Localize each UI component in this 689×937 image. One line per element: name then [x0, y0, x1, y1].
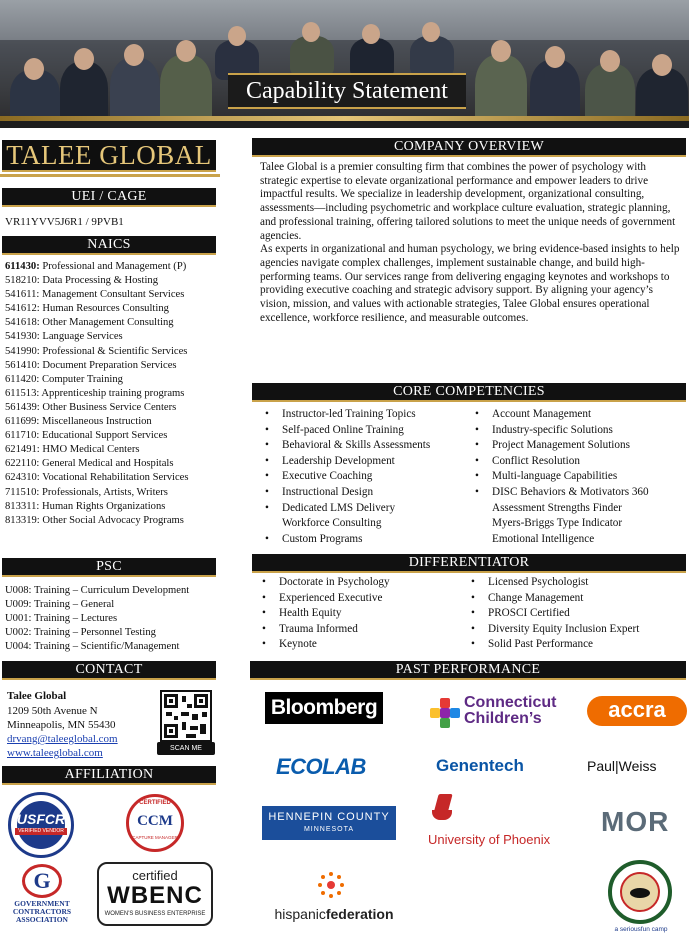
naics-item	[5, 359, 217, 373]
naics-label: Other Social Advocacy Programs	[39, 514, 184, 526]
camp-badge-inner	[620, 872, 660, 912]
naics-code: 541930:	[5, 331, 40, 343]
naics-code: 611710:	[5, 430, 40, 442]
diff-item: • Trauma Informed	[259, 622, 469, 638]
hero-person	[290, 36, 334, 76]
diff-list-left	[259, 575, 469, 653]
connecticut-childrens-logo	[428, 692, 557, 732]
phoenix-name: University of Phoenix	[428, 832, 551, 847]
page-title: Capability Statement	[246, 78, 448, 104]
naics-code: 518210:	[5, 275, 40, 287]
core-item: • DISC Behaviors & Motivators 360	[472, 485, 687, 501]
diff-item: • Keynote	[259, 637, 469, 653]
naics-label: Professionals, Artists, Writers	[39, 486, 168, 498]
naics-item	[5, 274, 217, 288]
hennepin-logo	[262, 806, 396, 840]
contact-website-link[interactable]: www.taleeglobal.com	[7, 747, 103, 759]
naics-list	[5, 260, 217, 528]
diff-item: • PROSCI Certified	[468, 606, 687, 622]
genentech-logo: Genentech	[436, 756, 524, 775]
naics-label: Management Consultant Services	[39, 289, 185, 301]
naics-item	[5, 486, 217, 500]
camp-badge	[608, 860, 672, 924]
naics-label: Document Preparation Services	[39, 359, 177, 371]
psc-item: U002: Training – Personnel Testing	[5, 627, 156, 638]
hero-person	[410, 36, 454, 76]
psc-heading: PSC	[2, 558, 216, 577]
naics-item	[5, 288, 217, 302]
naics-code: 621491:	[5, 444, 40, 456]
uei-cage-value: VR11YVV5J6R1 / 9PVB1	[5, 216, 124, 228]
naics-code: 813311:	[5, 500, 40, 512]
naics-code: 624310:	[5, 472, 40, 484]
hero-head	[600, 50, 620, 72]
usfcr-name: USFCR	[16, 811, 66, 827]
hole-in-the-wall-logo	[608, 860, 674, 936]
psc-item: U009: Training – General	[5, 599, 115, 610]
gca-mark	[22, 864, 62, 898]
hispanic-mark	[318, 872, 344, 898]
naics-code: 561439:	[5, 401, 40, 413]
naics-item	[5, 500, 217, 514]
core-item: • Instructor-led Training Topics	[262, 407, 472, 423]
core-item: Assessment Strengths Finder	[492, 501, 622, 514]
naics-code: 622110:	[5, 458, 40, 470]
diff-item: • Change Management	[468, 591, 687, 607]
naics-item	[5, 302, 217, 316]
psc-list	[5, 584, 189, 654]
naics-item	[5, 373, 217, 387]
hero-title-band	[228, 73, 466, 109]
contact-email-link[interactable]: drvang@taleeglobal.com	[7, 733, 118, 745]
naics-label: Language Services	[39, 331, 123, 343]
naics-item	[5, 260, 217, 274]
camp-sub: a seriousfun camp	[614, 926, 668, 933]
naics-heading: NAICS	[2, 236, 216, 255]
core-item: • Conflict Resolution	[472, 454, 687, 470]
gca-line-1: GOVERNMENT	[14, 899, 70, 908]
core-item: • Account Management	[472, 407, 687, 423]
diff-item: • Solid Past Performance	[468, 637, 687, 653]
naics-label: Vocational Rehabilitation Services	[39, 472, 189, 484]
gca-line-2: CONTRACTORS	[12, 907, 72, 916]
core-item: • Self-paced Online Training	[262, 423, 472, 439]
core-item: Workforce Consulting	[282, 517, 382, 530]
core-item: • Project Management Solutions	[472, 438, 687, 454]
naics-code: 541612:	[5, 303, 40, 315]
cc-line-2: Children’s	[464, 710, 542, 727]
wbenc-sub: WOMEN'S BUSINESS ENTERPRISE	[104, 911, 206, 917]
naics-code: 541990:	[5, 345, 40, 357]
ccm-badge	[126, 794, 184, 852]
hero-head	[362, 24, 380, 44]
psc-item: U008: Training – Curriculum Development	[5, 585, 190, 596]
usfcr-badge	[8, 792, 74, 858]
overview-text	[260, 161, 685, 325]
naics-item	[5, 415, 217, 429]
uei-cage-heading: UEI / CAGE	[2, 188, 216, 207]
core-item: Emotional Intelligence	[492, 532, 595, 545]
naics-code: 813319:	[5, 514, 40, 526]
cc-mark	[430, 698, 460, 728]
core-item: • Dedicated LMS Delivery	[262, 501, 472, 517]
wbenc-top: certified	[132, 868, 178, 883]
scan-me-label: SCAN ME	[157, 742, 215, 755]
core-item: • Industry-specific Solutions	[472, 423, 687, 439]
phoenix-bird-icon	[432, 794, 456, 824]
core-item: • Leadership Development	[262, 454, 472, 470]
hero-head	[545, 46, 565, 68]
hispanic-federation-name	[274, 906, 394, 922]
naics-code: 611430:	[5, 261, 40, 272]
ccm-initials: CCM	[137, 813, 173, 829]
naics-item	[5, 330, 217, 344]
contact-address-1: 1209 50th Avenue N	[7, 705, 98, 717]
brand-name: TALEE GLOBAL	[6, 140, 212, 170]
wbenc-badge	[97, 862, 213, 926]
gca-line-3: ASSOCIATION	[16, 915, 68, 924]
naics-item	[5, 401, 217, 415]
hero-head	[652, 54, 672, 76]
naics-item	[5, 514, 217, 528]
mor-logo: MOR	[601, 806, 670, 837]
diff-item: • Doctorate in Psychology	[259, 575, 469, 591]
naics-label: Human Resources Consulting	[39, 303, 169, 315]
naics-item	[5, 457, 217, 471]
core-item: • Custom Programs	[262, 532, 472, 548]
differentiator-heading: DIFFERENTIATOR	[252, 554, 686, 573]
naics-item	[5, 345, 217, 359]
hero-head	[24, 58, 44, 80]
hero-head	[124, 44, 144, 66]
naics-code: 561410:	[5, 359, 40, 371]
naics-label: Apprenticeship training programs	[39, 387, 185, 399]
contact-name: Talee Global	[7, 690, 67, 702]
gca-logo	[8, 862, 76, 930]
naics-label: Computer Training	[39, 373, 123, 385]
core-heading: CORE COMPETENCIES	[252, 383, 686, 402]
hero-head	[491, 40, 511, 62]
naics-label: HMO Medical Centers	[39, 444, 140, 456]
cc-line-1: Connecticut	[464, 694, 557, 711]
naics-item	[5, 429, 217, 443]
diff-item: • Licensed Psychologist	[468, 575, 687, 591]
contact-address-2: Minneapolis, MN 55430	[7, 719, 116, 731]
usfcr-sub: VERIFIED VENDOR	[15, 828, 67, 835]
core-list-right	[472, 407, 687, 547]
hero-head	[74, 48, 94, 70]
contact-heading: CONTACT	[2, 661, 216, 680]
naics-label: Professional & Scientific Services	[39, 345, 188, 357]
naics-code: 611420:	[5, 373, 40, 385]
brand-rule	[0, 174, 220, 177]
diff-item: • Experienced Executive	[259, 591, 469, 607]
accra-logo: accra	[587, 696, 687, 726]
naics-label: Other Business Service Centers	[39, 401, 177, 413]
core-item: • Behavioral & Skills Assessments	[262, 438, 472, 454]
hennepin-line-2: MINNESOTA	[303, 826, 355, 833]
naics-label: Educational Support Services	[39, 430, 168, 442]
diff-list-right	[468, 575, 687, 653]
ccm-top: CERTIFIED	[139, 800, 171, 806]
affiliation-heading: AFFILIATION	[2, 766, 216, 785]
psc-item: U004: Training – Scientific/Management	[5, 641, 180, 652]
naics-label: Professional and Management (P)	[39, 261, 187, 272]
gca-initials: G	[33, 868, 51, 893]
psc-item: U001: Training – Lectures	[5, 613, 118, 624]
core-item: Myers-Briggs Type Indicator	[492, 517, 623, 530]
naics-code: 611513:	[5, 387, 40, 399]
overview-paragraph-2: As experts in organizational and human psychology, we bring evidence-based insights to help agencies navigate complex challenges, implement sustainable change, and build high-performing teams. Our services range from delivering engaging keynotes and workshops to providing executive coaching and strategic advisory support. By aligning your agency’s vision, mission, and values with actionable strategies, Talee Global ensures operational excellence, workforce resilience, and measurable outcomes.	[260, 243, 680, 324]
qr-code[interactable]	[160, 690, 212, 742]
hero-head	[422, 22, 440, 42]
core-item: • Instructional Design	[262, 485, 472, 501]
naics-label: Miscellaneous Instruction	[39, 416, 152, 428]
university-phoenix-logo	[428, 794, 568, 852]
hennepin-line-1: HENNEPIN COUNTY	[268, 811, 390, 823]
naics-code: 541611:	[5, 289, 40, 301]
ccm-bottom: CAPTURE MANAGER	[132, 835, 178, 840]
diff-item: • Health Equity	[259, 606, 469, 622]
federation-word: federation	[325, 906, 394, 922]
hero-head	[228, 26, 246, 46]
naics-item	[5, 443, 217, 457]
overview-paragraph-1: Talee Global is a premier consulting firm that combines the power of psychology with strategic expertise to elevate organizational performance and empower leaders to drive impactful results. We specialize in leadership development, organizational consulting, assessments—including psychometric and workplace culture evaluation, strategic planning, and professional training, offering tailored solutions to meet the unique needs of government agencies.	[260, 161, 676, 242]
hero-wall	[0, 0, 689, 40]
hero-person	[350, 38, 394, 78]
bloomberg-logo: Bloomberg	[265, 692, 383, 724]
naics-code: 611699:	[5, 416, 40, 428]
naics-item	[5, 316, 217, 330]
hispanic-federation-logo	[274, 868, 394, 926]
paulweiss-logo: Paul|Weiss	[587, 758, 657, 774]
overview-heading: COMPANY OVERVIEW	[252, 138, 686, 157]
naics-label: Other Management Consulting	[39, 317, 174, 329]
core-list-left	[262, 407, 472, 547]
diff-item: • Diversity Equity Inclusion Expert	[468, 622, 687, 638]
past-performance-heading: PAST PERFORMANCE	[250, 661, 686, 680]
hero-head	[302, 22, 320, 42]
naics-item	[5, 471, 217, 485]
brand-logo	[2, 140, 216, 172]
naics-code: 541618:	[5, 317, 40, 329]
hispanic-word: hispanic	[274, 906, 326, 922]
naics-code: 711510:	[5, 486, 40, 498]
core-item: • Multi-language Capabilities	[472, 469, 687, 485]
core-item: • Executive Coaching	[262, 469, 472, 485]
wbenc-name: WBENC	[107, 882, 203, 909]
hero-head	[176, 40, 196, 62]
naics-label: Data Processing & Hosting	[39, 275, 159, 287]
naics-item	[5, 387, 217, 401]
hero-base	[0, 121, 689, 128]
ecolab-logo: ECOLAB	[276, 754, 366, 779]
hero-banner	[0, 0, 689, 128]
naics-label: Human Rights Organizations	[39, 500, 166, 512]
naics-label: General Medical and Hospitals	[39, 458, 174, 470]
